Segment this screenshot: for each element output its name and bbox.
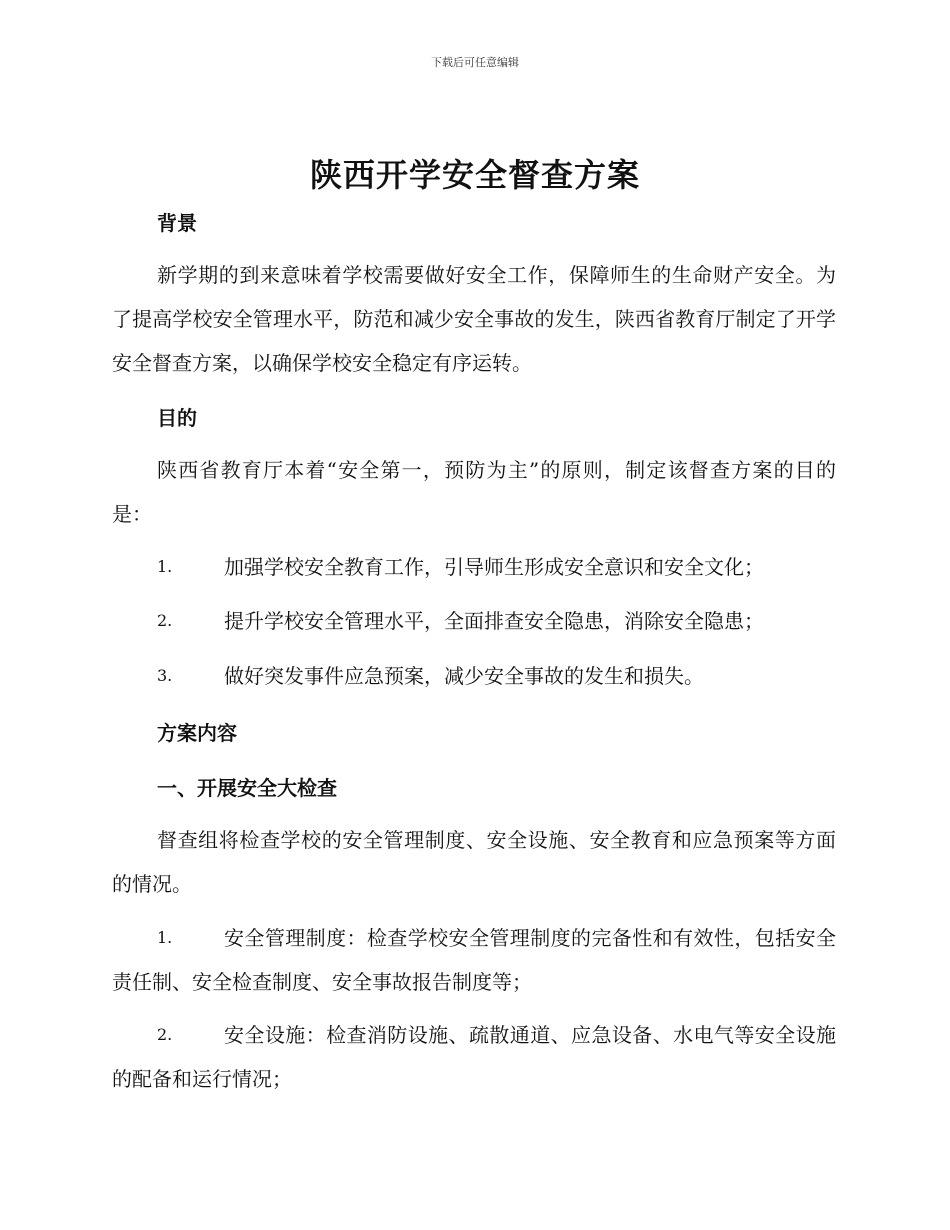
list-item [112,545,836,589]
list-item-number: 1. [157,928,173,947]
list-item-text: 加强学校安全教育工作，引导师生形成安全意识和安全文化； [224,555,764,579]
heading-content: 方案内容 [157,721,237,745]
list-item-text: 安全管理制度：检查学校安全管理制度的完备性和有效性，包括安全责任制、安全检查制度、安全事故报告制度等； [112,926,836,994]
list-item-number: 2. [157,611,173,630]
list-item [112,916,836,1004]
list-item-number: 1. [157,557,173,576]
list-item [112,599,836,643]
list-item-text: 做好突发事件应急预案，减少安全事故的发生和损失。 [224,664,704,688]
document-title: 陕西开学安全督查方案 [309,156,640,194]
paragraph-purpose: 陕西省教育厅本着“安全第一，预防为主”的原则，制定该督查方案的目的是： [112,458,836,526]
page-header: 下载后可任意编辑 [431,56,519,69]
list-item-text: 安全设施：检查消防设施、疏散通道、应急设备、水电气等安全设施的配备和运行情况； [112,1023,836,1091]
subheading-safety-check: 一、开展安全大检查 [157,776,337,800]
paragraph-background: 新学期的到来意味着学校需要做好安全工作，保障师生的生命财产安全。为了提高学校安全管理水平，防范和减少安全事故的发生，陕西省教育厅制定了开学安全督查方案，以确保学校安全稳定有序运转。 [112,263,836,375]
paragraph-safety-check: 督查组将检查学校的安全管理制度、安全设施、安全教育和应急预案等方面的情况。 [112,828,836,896]
list-item-text: 提升学校安全管理水平，全面排查安全隐患，消除安全隐患； [224,609,764,633]
list-item-number: 3. [157,666,173,685]
list-item-number: 2. [157,1025,173,1044]
list-item [112,1013,836,1101]
heading-purpose: 目的 [157,406,197,430]
list-item [112,654,836,698]
heading-background: 背景 [157,211,197,235]
